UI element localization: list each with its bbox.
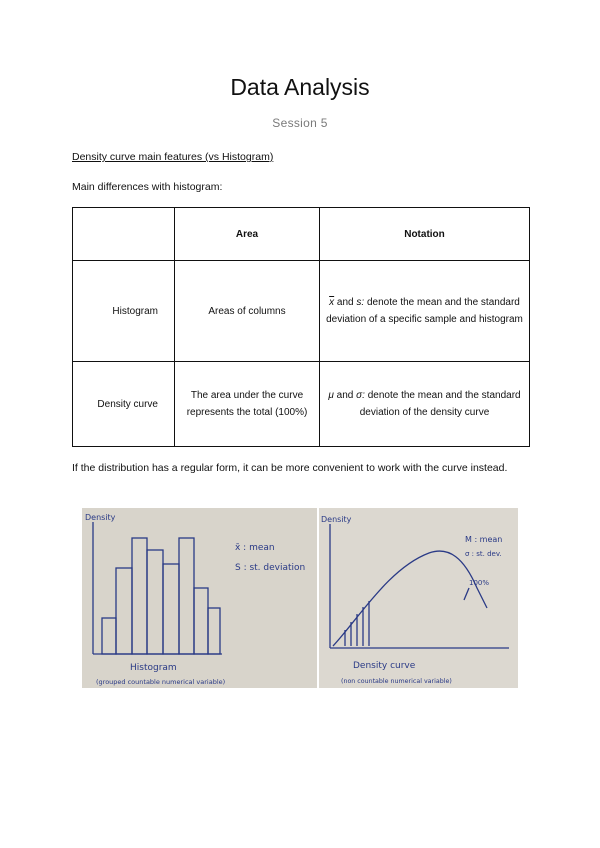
table-header-cell: Area (175, 208, 320, 261)
sketch-legend-mean: M : mean (465, 535, 503, 544)
sketch-axis-label: Density (85, 513, 116, 522)
notation-symbol: s: (356, 297, 365, 308)
annotation-arrow (464, 588, 469, 600)
page-subtitle: Session 5 (272, 116, 328, 130)
histogram-bar (179, 538, 194, 654)
histogram-bar (116, 568, 132, 654)
notation-conjunction: and (333, 390, 357, 401)
area-cell: The area under the curve represents the total (100%) (175, 362, 320, 447)
notation-conjunction: and (334, 297, 357, 308)
sketch-caption: Density curve (353, 661, 416, 671)
sketch-axis-label: Density (321, 515, 352, 524)
intro-text: Main differences with histogram: (72, 181, 223, 193)
table-row (73, 261, 530, 362)
body-paragraph: If the distribution has a regular form, it can be more convenient to work with the curve instead. (72, 462, 508, 474)
table-header-row (73, 208, 530, 261)
histogram-bar (132, 538, 147, 654)
sketch-caption-sub: (grouped countable numerical variable) (96, 678, 226, 686)
sketch-caption: Histogram (130, 663, 177, 673)
histogram-sketch (82, 508, 317, 688)
row-label: Histogram (73, 261, 175, 362)
section-heading: Density curve main features (vs Histogram) (72, 151, 274, 163)
page-title: Data Analysis (230, 74, 370, 100)
table-header-cell (73, 208, 175, 261)
notation-symbol: σ: (356, 390, 365, 401)
density-curve-sketch-photo (319, 508, 518, 688)
histogram-bar (102, 618, 116, 654)
histogram-bar (147, 550, 163, 654)
area-cell: Areas of columns (175, 261, 320, 362)
notation-cell (320, 261, 530, 362)
sketch-caption-sub: (non countable numerical variable) (341, 678, 452, 685)
density-curve (333, 551, 490, 646)
sketch-legend-mean: x̄ : mean (235, 543, 275, 553)
table-row (73, 362, 530, 447)
histogram-bar (194, 588, 208, 654)
table-header-cell: Notation (320, 208, 530, 261)
sketch-legend-sd: S : st. deviation (235, 563, 306, 573)
sketch-legend-sd: σ : st. dev. (465, 550, 502, 558)
notation-text: denote the mean and the standard deviation of a specific sample and histogram (326, 297, 523, 325)
notation-cell (320, 362, 530, 447)
notation-text: denote the mean and the standard deviation of the density curve (359, 390, 521, 418)
notation-symbol: μ (328, 390, 334, 401)
histogram-bar (163, 564, 179, 654)
histogram-sketch-photo (82, 508, 317, 688)
histogram-bar (208, 608, 220, 654)
comparison-table (72, 207, 530, 447)
sketch-annotation: 100% (469, 579, 490, 587)
row-label: Density curve (73, 362, 175, 447)
histogram-ink (93, 522, 222, 654)
density-curve-sketch (319, 508, 518, 688)
notation-symbol: $\overline{x}$ (329, 297, 335, 308)
